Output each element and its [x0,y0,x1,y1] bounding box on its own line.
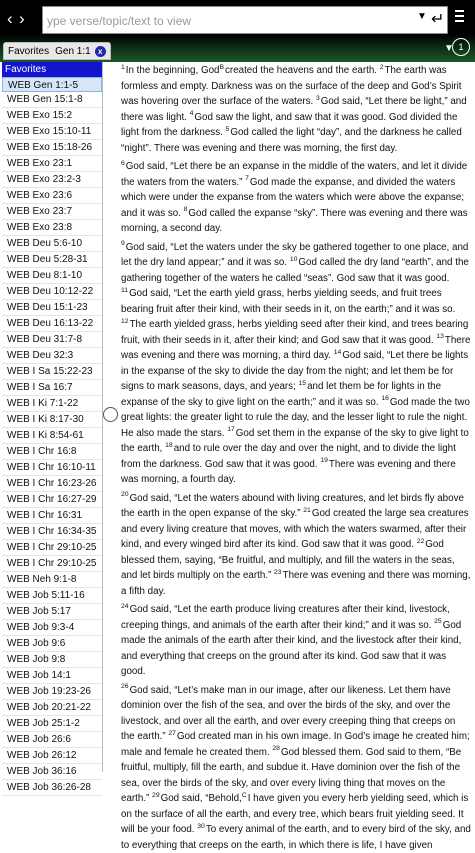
favorite-item[interactable]: WEB Job 26:12 [2,748,102,764]
verse-number[interactable]: 25 [434,618,442,625]
verse-text: and let them be for lights in the expanse of the sky to give light on the earth;” and it was so. [121,381,441,408]
verse-text: The earth was formless and empty. Darkness was on the surface of the deep and God’s Spirit was hovering over the surface of the waters. [121,65,462,107]
favorite-item[interactable]: WEB Neh 9:1-8 [2,572,102,588]
verse-text: I have given you every herb yielding seed, which is on the surface of all the earth, and every tree, which bears fruit yielding seed. It will be your food. [121,793,468,835]
favorite-item[interactable]: WEB Exo 23:8 [2,220,102,236]
favorite-item[interactable]: WEB Exo 23:6 [2,188,102,204]
favorite-item[interactable]: WEB I Ki 7:1-22 [2,396,102,412]
favorite-item[interactable]: WEB Job 25:1-2 [2,716,102,732]
verse-number[interactable]: 4 [190,110,194,117]
scripture-paragraph [121,240,471,488]
favorite-item[interactable]: WEB Deu 8:1-10 [2,268,102,284]
favorite-item[interactable]: WEB Exo 15:2 [2,108,102,124]
scripture-paragraph [121,602,471,680]
verse-number[interactable]: 23 [274,569,282,576]
verse-number[interactable]: 21 [303,507,311,514]
verse-text: God called the light “day”, and the darkness he called “night”. There was evening and there was morning, the first day. [121,127,462,154]
favorite-item[interactable]: WEB I Ki 8:17-30 [2,412,102,428]
favorite-item[interactable]: WEB Deu 5:6-10 [2,236,102,252]
verse-text: God called the dry land “earth”, and the gathering together of the waters he called “seas”. God saw that it was good. [121,257,469,284]
verse-number[interactable]: 9 [121,240,125,247]
info-circle-icon[interactable]: 1 [452,38,470,56]
verse-number[interactable]: 16 [381,395,389,402]
verse-text: The earth yielded grass, herbs yielding seed after their kind, and trees bearing fruit, with their seeds in it, after their kind; and God saw that it was good. [121,319,468,346]
favorite-item[interactable]: WEB Job 5:17 [2,604,102,620]
favorite-item[interactable]: WEB I Chr 16:8 [2,444,102,460]
favorite-item[interactable]: WEB I Sa 16:7 [2,380,102,396]
verse-text: In the beginning, God [126,65,220,76]
favorites-header: Favorites [2,62,102,77]
verse-text: There was evening and there was morning, a third day. [121,335,470,362]
favorite-item[interactable]: WEB I Chr 29:10-25 [2,540,102,556]
verse-number[interactable]: 12 [121,318,129,325]
favorite-item[interactable]: WEB I Chr 16:27-29 [2,492,102,508]
favorite-item[interactable]: WEB Deu 5:28-31 [2,252,102,268]
verse-number[interactable]: 28 [272,745,280,752]
favorite-item[interactable]: WEB Exo 23:1 [2,156,102,172]
verse-text: God blessed them. God said to them, “Be fruitful, multiply, fill the earth, and subdue it. Have dominion over the fish of the sea, over the birds of the sky, and over every living thing that moves on the earth.” [121,747,461,805]
favorites-sidebar [2,62,103,772]
verse-text: God said, “Let the waters abound with living creatures, and let birds fly above the earth in the open expanse of the sky.” [121,493,464,520]
favorite-item[interactable]: WEB Job 36:16 [2,764,102,780]
tab-label-favorites: Favorites [8,46,49,57]
back-arrow-icon[interactable]: ‹ [7,9,13,29]
favorite-item[interactable]: WEB Job 19:23-26 [2,684,102,700]
scripture-paragraph [121,491,471,600]
favorite-item[interactable]: WEB I Sa 15:22-23 [2,364,102,380]
verse-text: God made the two great lights: the greater light to rule the day, and the lesser light to rule the night. He also made the stars. [121,397,470,439]
tab-favorites[interactable] [3,42,111,60]
verse-number[interactable]: 17 [227,426,235,433]
favorite-item[interactable]: WEB Job 14:1 [2,668,102,684]
favorite-item[interactable]: WEB Job 9:6 [2,636,102,652]
favorite-item[interactable]: WEB Exo 15:10-11 [2,124,102,140]
verse-number[interactable]: 5 [226,126,230,133]
verse-number[interactable]: 22 [417,538,425,545]
top-toolbar [0,0,475,62]
verse-number[interactable]: 11 [121,287,128,294]
verse-text: God said, “Let there be an expanse in the middle of the waters, and let it divide the waters from the waters.” [121,161,467,188]
verse-text: God created man in his own image. In God’s image he created him; male and female he created them. [121,731,470,758]
favorite-item[interactable]: WEB I Ki 8:54-61 [2,428,102,444]
verse-text: God made the expanse, and divided the waters which were under the expanse from the waters which were above the expanse; and it was so. [121,177,464,219]
verse-number[interactable]: 10 [290,256,298,263]
verse-text: To every animal of the earth, and to every bird of the sky, and to everything that creeps on the earth, in which there is life, I have given [121,824,471,851]
verse-text: God saw the light, and saw that it was good. God divided the light from the darkness. [121,112,457,139]
verse-number[interactable]: 19 [320,457,328,464]
verse-number[interactable]: 20 [121,491,129,498]
favorites-list [2,77,102,796]
favorite-item[interactable]: WEB Exo 23:2-3 [2,172,102,188]
verse-number[interactable]: 7 [245,175,249,182]
verse-text: God made the animals of the earth after their kind, and the livestock after their kind, and everything that creeps on the ground after its kind. God saw that it was good. [121,620,461,678]
favorite-item[interactable]: WEB Job 20:21-22 [2,700,102,716]
verse-number[interactable]: 2 [380,64,384,71]
verse-text: There was evening and there was morning, a fourth day. [121,459,456,486]
close-tab-icon[interactable]: x [95,46,106,57]
verse-number[interactable]: 1 [121,64,125,71]
verse-text: and to rule over the day and over the night, and to divide the light from the darkness. God saw that it was good. [121,443,456,470]
scripture-paragraph [121,159,471,237]
verse-number[interactable]: 13 [436,333,444,340]
verse-text: There was evening and there was morning, a fifth day. [121,570,470,597]
favorite-item[interactable]: WEB Deu 16:13-22 [2,316,102,332]
verse-number[interactable]: 14 [334,349,342,356]
favorite-item[interactable]: WEB Deu 32:3 [2,348,102,364]
favorite-item[interactable]: WEB I Chr 16:34-35 [2,524,102,540]
verse-text: created the heavens and the earth. [225,65,380,76]
verse-text: God said, “Let there be lights in the expanse of the sky to divide the day from the night; and let them be for signs to mark seasons, days, and years; [121,350,468,392]
favorite-item[interactable]: WEB Job 26:6 [2,732,102,748]
verse-text: God said, “Let the waters under the sky be gathered together to one place, and let the dry land appear;” and it was so. [121,242,468,269]
verse-text: God said, “Let’s make man in our image, after our likeness. Let them have dominion over the fish of the sea, and over the birds of the sky, and over the livestock, and over all the earth, and over every creeping thing that creeps on the earth.” [121,685,455,743]
verse-number[interactable]: 29 [152,792,160,799]
favorite-item[interactable]: WEB Exo 15:18-26 [2,140,102,156]
tab-label-reference: Gen 1:1 [55,46,91,57]
tab-list-dropdown-icon[interactable]: ▼ [444,43,454,54]
verse-text: God said, “Let the earth produce living creatures after their kind, livestock, creeping things, and animals of the earth after their kind;” and it was so. [121,604,450,631]
verse-text: God said, “Behold, [161,793,242,804]
verse-number[interactable]: B [219,64,224,71]
favorite-item[interactable]: WEB Job 9:8 [2,652,102,668]
scripture-paragraph [121,683,471,853]
verse-number[interactable]: 8 [184,206,188,213]
bible-text-reader [121,63,471,772]
favorite-item[interactable]: WEB Job 9:3-4 [2,620,102,636]
verse-number[interactable]: 24 [121,603,129,610]
favorite-item[interactable]: WEB I Chr 16:23-26 [2,476,102,492]
verse-text: God called the expanse “sky”. There was evening and there was morning, a second day. [121,208,468,235]
panel-splitter-handle[interactable] [103,407,118,422]
verse-number[interactable]: 3 [316,95,320,102]
verse-text: God said, “Let there be light,” and there was light. [121,96,467,123]
verse-number[interactable]: 27 [168,730,176,737]
forward-arrow-icon[interactable]: › [19,9,25,29]
favorite-item[interactable]: WEB Deu 15:1-23 [2,300,102,316]
search-input[interactable] [47,11,387,31]
favorite-item[interactable]: WEB Deu 31:7-8 [2,332,102,348]
favorite-item[interactable]: WEB Gen 1:1-5 [2,77,102,92]
search-box [42,6,448,34]
enter-icon[interactable]: ↵ [431,9,444,29]
scripture-paragraph [121,63,471,156]
favorite-item[interactable]: WEB Exo 23:7 [2,204,102,220]
verse-text: God set them in the expanse of the sky to give light to the earth, [121,428,469,455]
verse-number[interactable]: 26 [121,683,129,690]
favorite-item[interactable]: WEB Gen 15:1-8 [2,92,102,108]
favorite-item[interactable]: WEB I Chr 16:10-11 [2,460,102,476]
favorite-item[interactable]: WEB I Chr 16:31 [2,508,102,524]
verse-number[interactable]: 6 [121,160,125,167]
verse-text: God said, “Let the earth yield grass, herbs yielding seeds, and fruit trees bearing fruit after their kind, with their seeds in it, on the earth;” and it was so. [121,288,455,315]
verse-text: God created the large sea creatures and every living creature that moves, with which the waters swarmed, after their kind, and every winged bird after its kind. God saw that it was good. [121,508,469,550]
favorite-item[interactable]: WEB I Chr 29:10-25 [2,556,102,572]
favorite-item[interactable]: WEB Job 5:11-16 [2,588,102,604]
verse-number[interactable]: C [242,792,247,799]
favorite-item[interactable]: WEB Deu 10:12-22 [2,284,102,300]
search-dropdown-icon[interactable]: ▼ [417,11,427,22]
hamburger-menu-icon[interactable] [455,10,465,24]
verse-number[interactable]: 18 [165,442,173,449]
favorite-item[interactable]: WEB Job 36:26-28 [2,780,102,796]
verse-text: God blessed them, saying, “Be fruitful, and multiply, and fill the waters in the seas, and let birds multiply on the earth.” [121,539,455,581]
verse-number[interactable]: 30 [197,823,205,830]
verse-number[interactable]: 15 [299,380,307,387]
